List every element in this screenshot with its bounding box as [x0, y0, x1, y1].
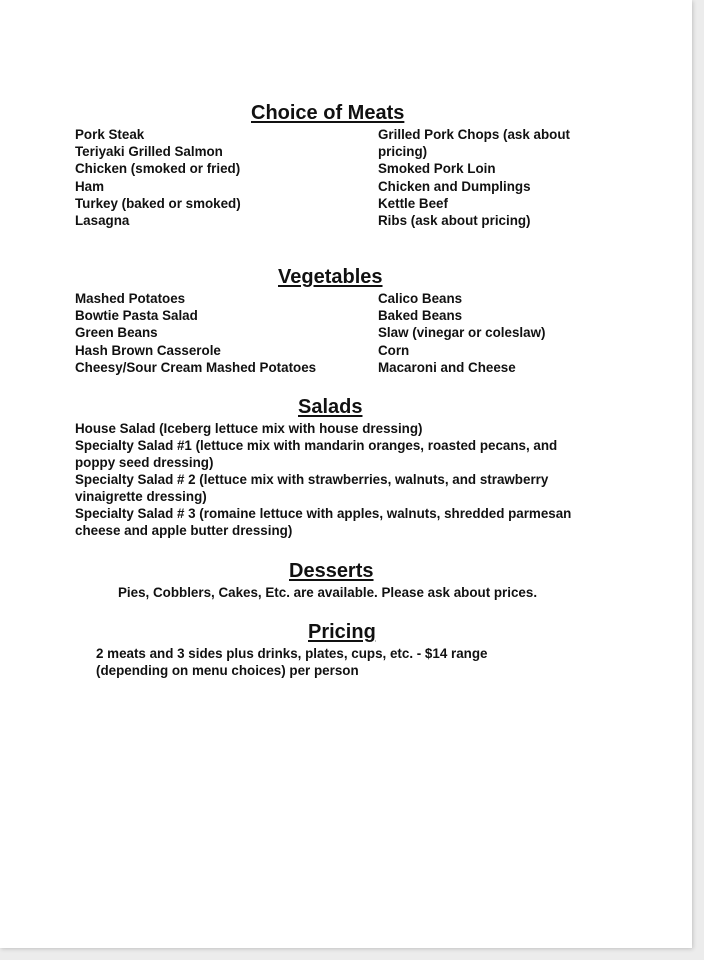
salads-list — [75, 420, 595, 539]
menu-item: Hash Brown Casserole — [75, 342, 221, 358]
desserts-heading: Desserts — [289, 560, 374, 582]
menu-item: Kettle Beef — [378, 195, 448, 211]
vegetables-heading: Vegetables — [278, 266, 383, 288]
menu-item: Pork Steak — [75, 127, 145, 142]
meats-left-list — [75, 126, 365, 229]
pricing-heading: Pricing — [308, 621, 376, 643]
salad-item: House Salad (Iceberg lettuce mix with house dressing) — [75, 421, 423, 436]
menu-item: Calico Beans — [378, 291, 463, 306]
menu-item: Ham — [75, 178, 105, 194]
menu-item: Lasagna — [75, 213, 130, 229]
vegetables-left-list — [75, 290, 370, 376]
vegetables-right-list — [378, 290, 608, 376]
menu-item: Macaroni and Cheese — [378, 359, 516, 375]
menu-item: Green Beans — [75, 325, 158, 341]
menu-item: Turkey (baked or smoked) — [75, 195, 241, 211]
menu-item: Teriyaki Grilled Salmon — [75, 144, 223, 160]
menu-item: Chicken (smoked or fried) — [75, 161, 241, 177]
menu-item: Baked Beans — [378, 308, 463, 324]
menu-item: Ribs (ask about pricing) — [378, 213, 531, 229]
menu-item: Slaw (vinegar or coleslaw) — [378, 325, 546, 341]
menu-item: Mashed Potatoes — [75, 291, 186, 306]
meats-right-list — [378, 126, 600, 229]
menu-item: Grilled Pork Chops (ask about pricing) — [378, 127, 570, 160]
salad-item: Specialty Salad # 3 (romaine lettuce with apples, walnuts, shredded parmesan cheese and apple butter dressing) — [75, 506, 572, 538]
menu-item: Corn — [378, 342, 410, 358]
pricing-text: 2 meats and 3 sides plus drinks, plates, cups, etc. - $14 range (depending on menu choices) per person — [96, 646, 488, 678]
menu-item: Cheesy/Sour Cream Mashed Potatoes — [75, 359, 317, 375]
menu-item: Smoked Pork Loin — [378, 161, 496, 177]
menu-item: Bowtie Pasta Salad — [75, 308, 198, 324]
menu-item: Chicken and Dumplings — [378, 178, 531, 194]
salad-item: Specialty Salad # 2 (lettuce mix with strawberries, walnuts, and strawberry vinaigrette dressing) — [75, 472, 549, 504]
meats-heading: Choice of Meats — [251, 102, 405, 124]
salad-item: Specialty Salad #1 (lettuce mix with mandarin oranges, roasted pecans, and poppy seed dressing) — [75, 438, 558, 470]
desserts-text: Pies, Cobblers, Cakes, Etc. are available. Please ask about prices. — [118, 585, 538, 600]
salads-heading: Salads — [298, 396, 363, 418]
